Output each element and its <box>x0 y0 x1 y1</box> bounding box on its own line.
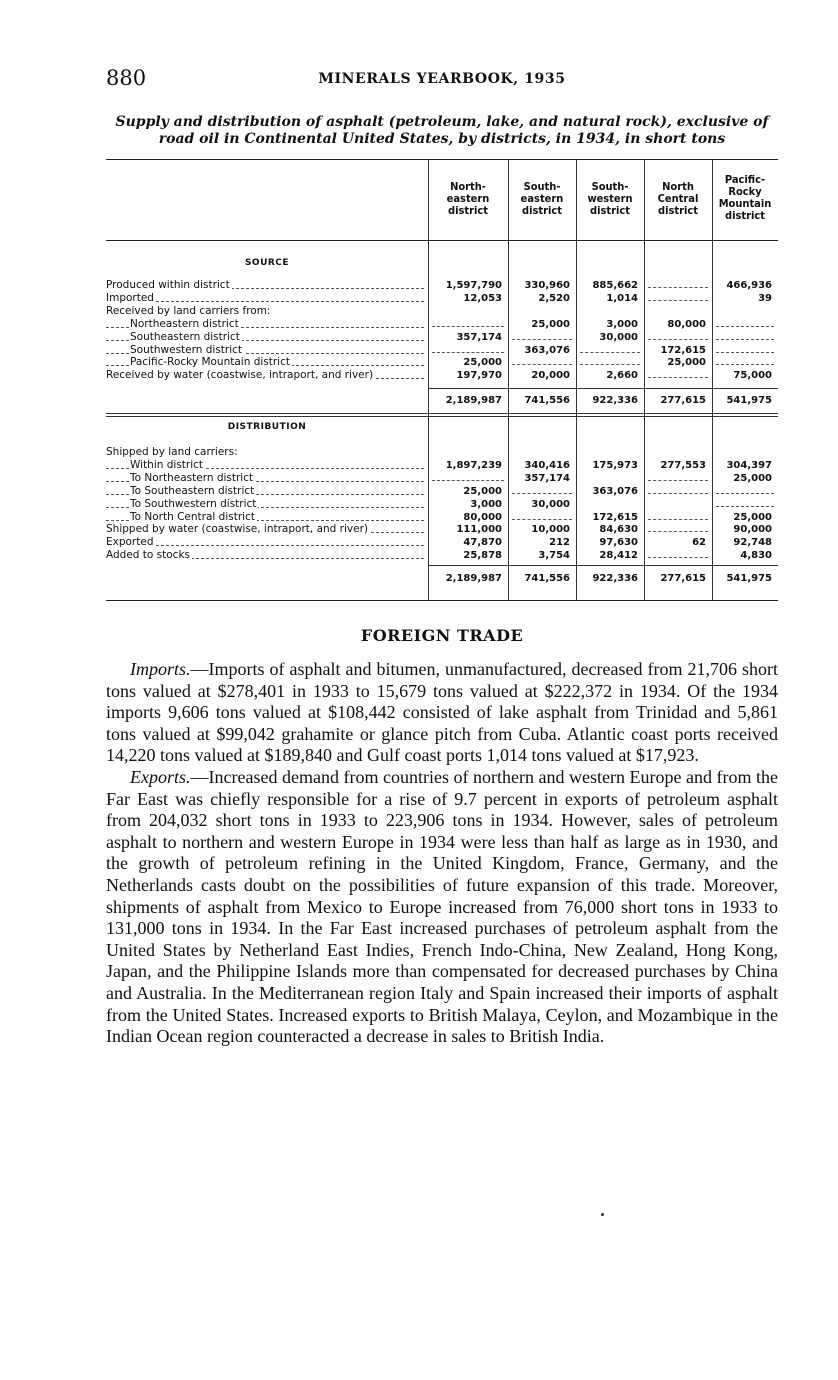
total-cell: 741,556 <box>524 573 570 584</box>
row-label-text: Received by land carriers from: <box>106 304 271 317</box>
row-label <box>106 318 426 331</box>
column-header <box>712 174 778 222</box>
column-divider <box>644 160 645 600</box>
empty-cell-dash <box>512 493 572 494</box>
empty-cell-dash <box>648 287 708 288</box>
empty-cell-dash <box>512 519 572 520</box>
row-label <box>106 279 426 292</box>
table-cell: 111,000 <box>456 524 502 536</box>
empty-cell-dash <box>716 339 774 340</box>
column-header <box>428 181 508 217</box>
table-cell: 10,000 <box>531 524 570 536</box>
empty-cell-dash <box>648 557 708 558</box>
page-header <box>106 66 778 92</box>
table-cell: 4,830 <box>740 550 772 562</box>
empty-cell-dash <box>648 531 708 532</box>
row-label-text: Imported <box>106 291 154 304</box>
empty-cell-dash <box>716 506 774 507</box>
column-header-line: Rocky <box>728 185 762 198</box>
row-label <box>106 331 426 344</box>
row-label-text: Shipped by land carriers: <box>106 446 238 458</box>
table-cell: 25,878 <box>463 550 502 562</box>
column-header-line: North- <box>450 180 486 193</box>
empty-cell-dash <box>512 364 572 365</box>
column-header-line: district <box>658 204 698 217</box>
section-rule <box>106 413 778 414</box>
row-label <box>106 459 426 472</box>
table-cell: 39 <box>758 292 772 304</box>
table-cell: 12,053 <box>463 292 502 304</box>
table-cell: 25,000 <box>733 472 772 484</box>
total-rule <box>428 565 778 566</box>
running-title: MINERALS YEARBOOK, 1935 <box>318 71 566 87</box>
page-number: 880 <box>106 66 147 90</box>
row-label <box>106 472 426 485</box>
empty-cell-dash <box>512 339 572 340</box>
row-label-text: Southeastern district <box>130 330 240 343</box>
table-cell: 62 <box>692 537 706 549</box>
table-cell: 172,615 <box>660 344 706 356</box>
table-cell: 885,662 <box>592 280 638 291</box>
paragraph-exports <box>106 767 778 1048</box>
table-cell: 80,000 <box>667 318 706 330</box>
table-cell: 363,076 <box>592 485 638 497</box>
column-header-line: Mountain <box>718 197 772 210</box>
table-cell: 330,960 <box>524 280 570 291</box>
table-cell: 357,174 <box>456 331 502 343</box>
table-cell: 1,014 <box>606 292 638 304</box>
total-cell: 2,189,987 <box>445 395 502 406</box>
table-header-rule <box>106 240 778 241</box>
row-label-text: To Southeastern district <box>130 484 255 497</box>
total-cell: 541,975 <box>726 573 772 584</box>
column-header-line: district <box>590 204 630 217</box>
empty-cell-dash <box>432 352 504 353</box>
paragraph-body: —Imports of asphalt and bitumen, unmanufactured, decreased from 21,706 short tons valued at $278,401 in 1933 to 15,679 tons valued at $222,372 in 1934. Of the 1934 imports 9,606 tons valued at $108,442 consisted of lake asphalt from Trinidad and 5,861 tons valued at $99,042 grahamite or glance pitch from Cuba. Atlantic coast ports received 14,220 tons valued at $189,840 and Gulf coast ports 1,014 tons valued at $17,923. <box>106 659 778 766</box>
table-cell: 30,000 <box>531 498 570 510</box>
total-cell: 277,615 <box>660 395 706 406</box>
table-cell: 84,630 <box>599 524 638 536</box>
column-header-line: eastern <box>520 192 564 205</box>
empty-cell-dash <box>648 300 708 301</box>
row-label-text: To Northeastern district <box>130 471 254 484</box>
total-rule <box>428 388 778 389</box>
row-label <box>106 356 426 369</box>
table-cell: 212 <box>549 537 570 549</box>
column-header <box>508 181 576 217</box>
table-caption: Supply and distribution of asphalt (petroleum, lake, and natural rock), exclusive of road oil in Continental United States, by districts, in 1934, in short tons <box>115 114 769 147</box>
table-cell: 2,660 <box>606 370 638 382</box>
column-header-line: Central <box>657 192 699 205</box>
section-heading: FOREIGN TRADE <box>360 626 524 645</box>
empty-cell-dash <box>648 377 708 378</box>
table-cell: 3,754 <box>538 550 570 562</box>
table-cell: 25,000 <box>531 318 570 330</box>
table-cell: 20,000 <box>531 370 570 382</box>
empty-cell-dash <box>648 519 708 520</box>
body-text <box>106 659 778 1048</box>
column-header <box>644 181 712 217</box>
table-cell: 2,520 <box>538 292 570 304</box>
table-cell: 1,897,239 <box>445 459 502 471</box>
row-label <box>106 446 426 459</box>
section-title: DISTRIBUTION <box>227 422 307 432</box>
table-cell: 304,397 <box>726 459 772 471</box>
empty-cell-dash <box>716 364 774 365</box>
table-top-rule <box>106 159 778 160</box>
total-cell: 2,189,987 <box>445 573 502 584</box>
row-label <box>106 369 426 382</box>
column-header-line: South- <box>523 180 561 193</box>
table-cell: 25,000 <box>463 357 502 369</box>
empty-cell-dash <box>580 364 640 365</box>
table-cell: 3,000 <box>606 318 638 330</box>
ink-speck <box>601 1213 604 1216</box>
row-label <box>106 305 426 318</box>
column-header-line: North <box>662 180 694 193</box>
row-label <box>106 523 426 536</box>
row-label-text: Within district <box>130 458 204 471</box>
empty-cell-dash <box>432 326 504 327</box>
table-cell: 75,000 <box>733 370 772 382</box>
row-label <box>106 485 426 498</box>
table-cell: 30,000 <box>599 331 638 343</box>
paragraph-body: —Increased demand from countries of northern and western Europe and from the Far East was chiefly responsible for a rise of 9.7 percent in exports of petroleum asphalt from 204,032 short tons in 1933 to 223,906 tons in 1934. However, sales of petroleum asphalt to northern and western Europe in 1934 were less than half as large as in 1930, and the growth of petroleum refining in the United Kingdom, France, Germany, and the Netherlands casts doubt on the possibilities of future expansion of this trade. Moreover, shipments of asphalt from Mexico to Europe increased from 76,000 short tons in 1933 to 131,000 tons in 1934. In the Far East increased purchases of petroleum asphalt from the United States by Netherland East Indies, French Indo-China, New Zealand, Hong Kong, Japan, and the Philippine Islands more than compensated for decreased purchases by China and Australia. In the Mediterranean region Italy and Spain increased their imports of asphalt from the United States. Increased exports to British Malaya, Ceylon, and Mozambique in the Indian Ocean region counteracted a decrease in sales to British India. <box>106 766 778 1047</box>
table-bottom-rule <box>106 600 778 601</box>
total-cell: 741,556 <box>524 395 570 406</box>
column-header-line: district <box>522 204 562 217</box>
column-header-line: district <box>448 204 488 217</box>
column-header-line: district <box>725 209 765 222</box>
row-label-text: To Southwestern district <box>130 497 257 510</box>
column-header-line: Pacific- <box>724 173 766 186</box>
row-label-text: Pacific-Rocky Mountain district <box>130 356 290 369</box>
row-label-text: Added to stocks <box>106 549 191 562</box>
row-label-text: Exported <box>106 536 154 549</box>
empty-cell-dash <box>432 480 504 481</box>
table-cell: 340,416 <box>524 459 570 471</box>
empty-cell-dash <box>716 493 774 494</box>
table-cell: 357,174 <box>524 472 570 484</box>
empty-cell-dash <box>716 326 774 327</box>
row-label-text: Received by water (coastwise, intraport, and river) <box>106 369 374 382</box>
section-rule <box>106 416 778 417</box>
total-cell: 922,336 <box>592 395 638 406</box>
column-header <box>576 181 644 217</box>
column-header-line: western <box>587 192 633 205</box>
paragraph-lead: Exports. <box>130 766 191 787</box>
table-cell: 92,748 <box>733 537 772 549</box>
row-label <box>106 498 426 511</box>
empty-cell-dash <box>648 339 708 340</box>
total-cell: 277,615 <box>660 573 706 584</box>
paragraph-imports <box>106 659 778 767</box>
row-label <box>106 292 426 305</box>
column-header-line: eastern <box>446 192 490 205</box>
row-label-text: Northeastern district <box>130 317 239 330</box>
empty-cell-dash <box>580 352 640 353</box>
table-cell: 3,000 <box>470 498 502 510</box>
table-cell: 90,000 <box>733 524 772 536</box>
row-label-text: Shipped by water (coastwise, intraport, and river) <box>106 523 368 536</box>
table-cell: 277,553 <box>660 459 706 471</box>
table-cell: 175,973 <box>592 459 638 471</box>
paragraph-lead: Imports. <box>130 659 191 679</box>
table-cell: 197,970 <box>456 370 502 382</box>
row-label <box>106 549 426 562</box>
table-cell: 97,630 <box>599 537 638 549</box>
empty-cell-dash <box>716 352 774 353</box>
total-cell: 541,975 <box>726 395 772 406</box>
table-cell: 25,000 <box>733 511 772 523</box>
column-header-line: South- <box>591 180 629 193</box>
total-cell: 922,336 <box>592 573 638 584</box>
row-label-text: To North Central district <box>130 510 255 523</box>
section-title: SOURCE <box>244 258 290 268</box>
row-label <box>106 536 426 549</box>
row-label-text: Produced within district <box>106 279 230 291</box>
row-label <box>106 344 426 357</box>
table-cell: 172,615 <box>592 511 638 523</box>
empty-cell-dash <box>648 480 708 481</box>
row-label <box>106 511 426 524</box>
table-cell: 466,936 <box>726 280 772 291</box>
table-cell: 80,000 <box>463 511 502 523</box>
table-cell: 47,870 <box>463 537 502 549</box>
table-cell: 25,000 <box>667 357 706 369</box>
table-cell: 363,076 <box>524 344 570 356</box>
row-label-text: Southwestern district <box>130 343 243 356</box>
table-cell: 1,597,790 <box>445 280 502 291</box>
table-cell: 28,412 <box>599 550 638 562</box>
empty-cell-dash <box>648 493 708 494</box>
table-cell: 25,000 <box>463 485 502 497</box>
